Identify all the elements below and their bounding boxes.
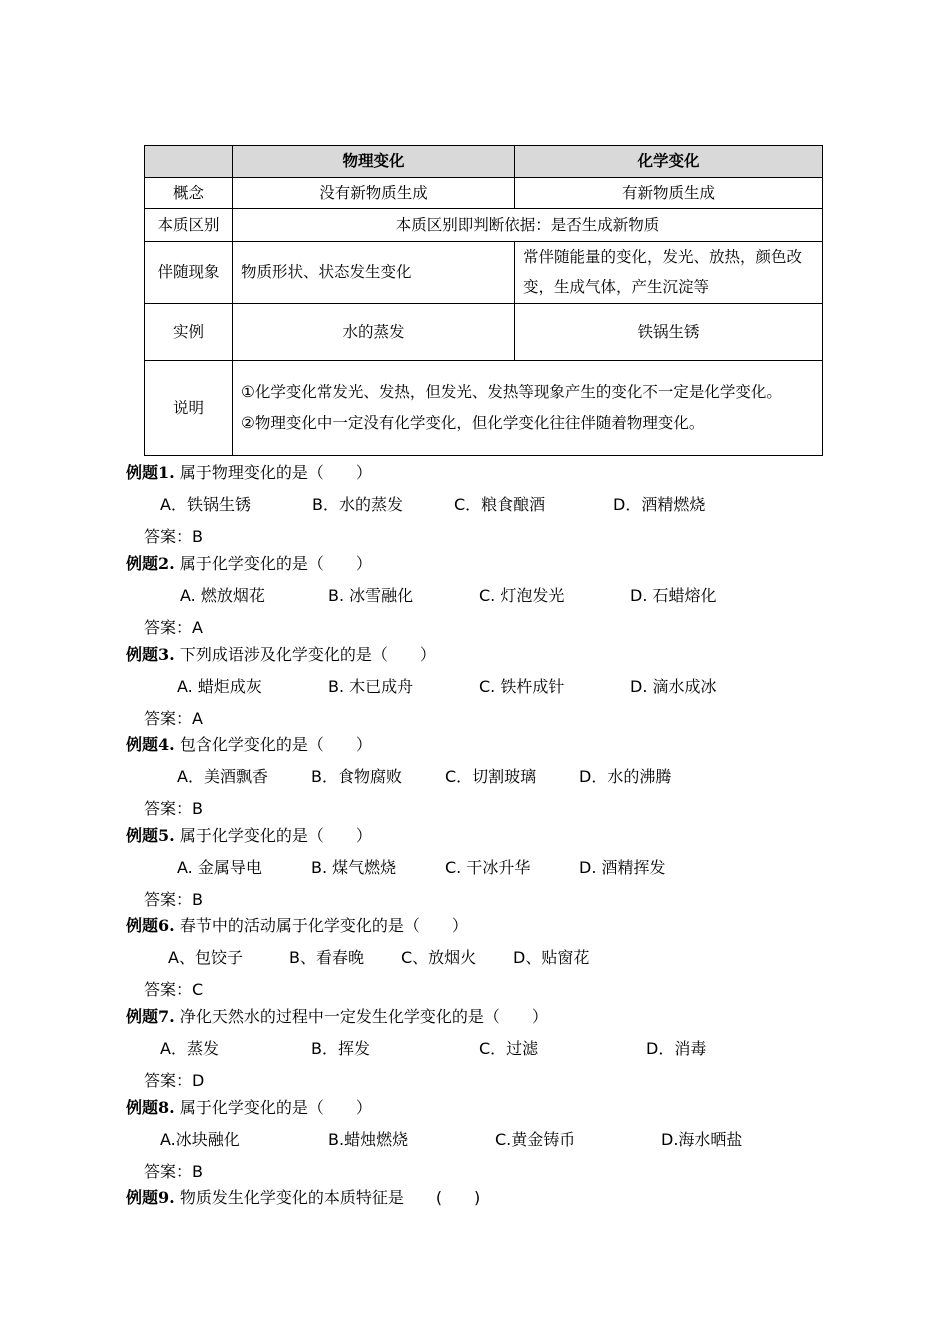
question-4 [126,732,372,755]
header-physical-change: 物理变化 [233,146,515,178]
question-text: 净化天然水的过程中一定发生化学变化的是（ ） [179,1007,548,1026]
answer-4: 答案：B [144,799,203,818]
row-label: 实例 [145,303,233,360]
question-number: 例题1. [126,463,175,482]
option-b: B.蜡烛燃烧 [328,1130,409,1149]
answer-5: 答案：B [144,890,203,909]
option-c: C．粮食酿酒 [454,495,546,514]
table-header-row [145,146,823,178]
cell-physical: 物质形状、状态发生变化 [233,242,515,303]
row-label: 说明 [145,360,233,455]
question-7 [126,1004,548,1027]
cell-physical: 水的蒸发 [233,303,515,360]
table-row [145,242,823,303]
question-text: 物质发生化学变化的本质特征是 ( ) [179,1188,481,1207]
option-c: C. 铁杵成针 [479,677,565,696]
option-a: A. 蜡炬成灰 [177,677,262,696]
option-b: B．水的蒸发 [312,495,403,514]
option-d: D．水的沸腾 [579,767,672,786]
question-text: 下列成语涉及化学变化的是（ ） [179,645,436,664]
header-chemical-change: 化学变化 [515,146,823,178]
option-a: A．美酒飘香 [177,767,268,786]
option-d: D．消毒 [646,1039,707,1058]
option-d: D.海水晒盐 [661,1130,743,1149]
option-d: D. 酒精挥发 [579,858,666,877]
option-b: B. 冰雪融化 [328,586,414,605]
table-row [145,209,823,242]
question-text: 属于物理变化的是（ ） [179,463,372,482]
question-number: 例题8. [126,1098,175,1117]
question-text: 春节中的活动属于化学变化的是（ ） [179,916,468,935]
option-b: B. 煤气燃烧 [311,858,397,877]
question-number: 例题6. [126,916,175,935]
row-label: 概念 [145,178,233,209]
table-row [145,360,823,455]
question-number: 例题4. [126,735,175,754]
question-3 [126,642,436,665]
answer-7: 答案：D [144,1071,205,1090]
note-2: ②物理变化中一定没有化学变化，但化学变化往往伴随着物理变化。 [241,413,705,432]
comparison-table [144,145,823,456]
answer-3: 答案：A [144,709,203,728]
question-9 [126,1185,480,1208]
option-c: C.黄金铸币 [495,1130,576,1149]
option-d: D．酒精燃烧 [613,495,706,514]
question-2 [126,551,372,574]
row-label: 本质区别 [145,209,233,242]
option-a: A．铁锅生锈 [160,495,251,514]
question-number: 例题3. [126,645,175,664]
option-b: B．挥发 [311,1039,370,1058]
table-row [145,178,823,209]
table-row [145,303,823,360]
cell-chemical: 常伴随能量的变化，发光、放热，颜色改变，生成气体，产生沉淀等 [515,242,823,303]
cell-chemical: 有新物质生成 [515,178,823,209]
question-number: 例题5. [126,826,175,845]
option-a: A．蒸发 [160,1039,219,1058]
option-d: D、贴窗花 [513,948,590,967]
question-8 [126,1095,372,1118]
option-b: B．食物腐败 [311,767,402,786]
option-d: D. 滴水成冰 [630,677,717,696]
question-6 [126,913,468,936]
option-c: C、放烟火 [401,948,477,967]
answer-2: 答案：A [144,618,203,637]
cell-merged: 本质区别即判断依据：是否生成新物质 [233,209,823,242]
option-a: A. 金属导电 [177,858,262,877]
option-a: A. 燃放烟花 [180,586,265,605]
option-a: A.冰块融化 [160,1130,240,1149]
cell-chemical: 铁锅生锈 [515,303,823,360]
answer-8: 答案：B [144,1162,203,1181]
header-blank-cell [145,146,233,178]
answer-1: 答案：B [144,527,203,546]
option-c: C. 干冰升华 [445,858,531,877]
question-1 [126,460,372,483]
question-text: 属于化学变化的是（ ） [179,554,372,573]
question-text: 属于化学变化的是（ ） [179,1098,372,1117]
question-text: 属于化学变化的是（ ） [179,826,372,845]
note-1: ①化学变化常发光、发热，但发光、发热等现象产生的变化不一定是化学变化。 [241,383,782,402]
question-number: 例题2. [126,554,175,573]
cell-physical: 没有新物质生成 [233,178,515,209]
row-label: 伴随现象 [145,242,233,303]
question-number: 例题7. [126,1007,175,1026]
option-c: C. 灯泡发光 [479,586,565,605]
question-number: 例题9. [126,1188,175,1207]
option-c: C．过滤 [479,1039,539,1058]
question-5 [126,823,372,846]
answer-6: 答案：C [144,980,204,999]
option-c: C．切割玻璃 [445,767,537,786]
option-b: B. 木已成舟 [328,677,414,696]
option-d: D. 石蜡熔化 [630,586,717,605]
option-a: A、包饺子 [168,948,243,967]
cell-note [233,360,823,455]
option-b: B、看春晚 [289,948,364,967]
question-text: 包含化学变化的是（ ） [179,735,372,754]
